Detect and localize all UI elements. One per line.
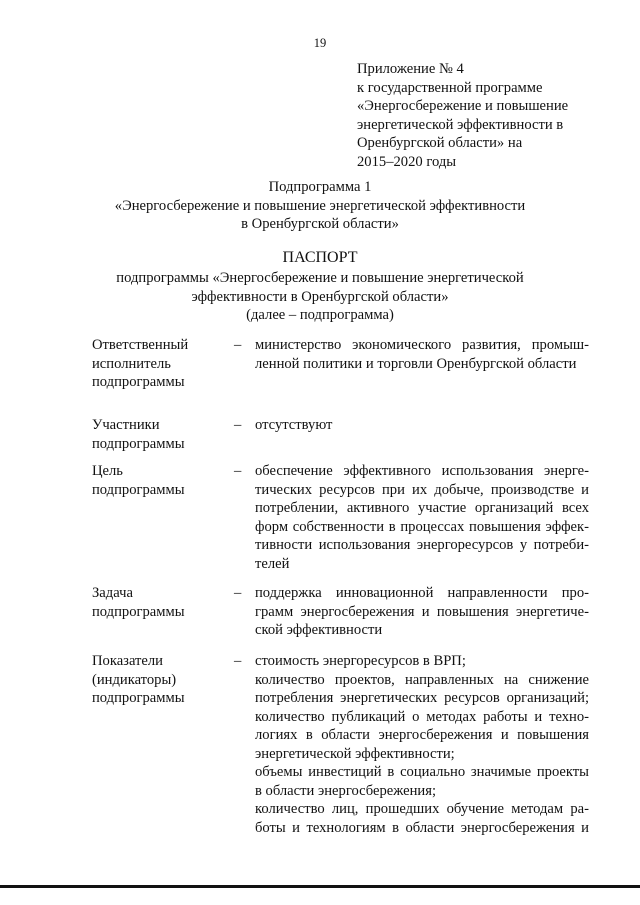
row-label-line: Ответственный: [92, 337, 189, 353]
row-label: [92, 584, 222, 621]
row-value-line: обеспечение эффективного использования энерге-: [255, 463, 589, 479]
row-value-line: количество публикаций о методах работы и техно-: [255, 708, 589, 725]
appendix-line: энергетической эффективности в: [357, 116, 564, 133]
passport-subtitle-line: (далее – подпрограмма): [246, 307, 394, 323]
row-value-line: потреблении, активного участие организаций всех: [255, 500, 589, 516]
row-value-line: логиях в области энергосбережения и повышения: [255, 727, 589, 743]
row-value-line: грамм энергосбережения и повышения энергетиче-: [255, 603, 589, 620]
row-dash: –: [234, 463, 242, 479]
appendix-note: [357, 60, 597, 171]
row-value-line: отсутствуют: [255, 417, 333, 433]
row-value: [255, 416, 589, 435]
row-value-line: тических ресурсов при их добыче, производстве и: [255, 481, 589, 498]
row-value: [255, 584, 589, 640]
row-label-line: Показатели: [92, 653, 163, 669]
passport-heading-block: [0, 247, 640, 325]
row-value-line: боты и технологиям в области энергосбережения и: [255, 819, 589, 836]
row-value-line: стоимость энергоресурсов в ВРП;: [255, 653, 466, 669]
row-label-line: подпрограммы: [92, 690, 185, 706]
row-label-line: исполнитель: [92, 355, 171, 372]
row-label: [92, 652, 222, 708]
appendix-line: «Энергосбережение и повышение: [357, 98, 569, 114]
row-label: [92, 336, 222, 392]
row-dash: –: [234, 337, 242, 353]
appendix-line: 2015–2020 годы: [357, 153, 457, 170]
row-value-line: в области энергосбережения;: [255, 782, 436, 799]
row-label-line: подпрограммы: [92, 481, 185, 498]
row-value-line: количество лиц, прошедших обучение методам ра-: [255, 801, 589, 817]
row-value-line: ской эффективности: [255, 622, 383, 638]
subprogram-title-line: «Энергосбережение и повышение энергетической эффективности: [114, 197, 526, 214]
row-label-line: подпрограммы: [92, 374, 185, 390]
row-value-line: объемы инвестиций в социально значимые проекты: [255, 764, 589, 780]
appendix-line: Приложение № 4: [357, 61, 464, 77]
row-label-line: подпрограммы: [92, 435, 185, 452]
passport-subtitle-line: эффективности в Оренбургской области»: [191, 288, 449, 305]
row-value: [255, 462, 589, 573]
row-label-line: Цель: [92, 463, 123, 479]
appendix-line: к государственной программе: [357, 79, 543, 96]
row-value-line: телей: [255, 555, 290, 572]
page-number: 19: [313, 36, 327, 50]
subprogram-title-line: в Оренбургской области»: [241, 216, 399, 232]
subprogram-title: [0, 178, 640, 234]
row-value-line: потребления энергетических ресурсов организаций;: [255, 690, 589, 706]
row-dash: –: [234, 585, 242, 601]
row-label: [92, 462, 222, 499]
row-label-line: Участники: [92, 417, 160, 433]
row-value: [255, 652, 589, 837]
row-label-line: подпрограммы: [92, 603, 185, 620]
row-dash: –: [234, 417, 242, 433]
appendix-line: Оренбургской области» на: [357, 135, 523, 151]
row-value-line: ленной политики и торговли Оренбургской области: [255, 355, 577, 372]
row-value: [255, 336, 589, 373]
row-label-line: Задача: [92, 585, 133, 601]
row-value-line: тивности использования энергоресурсов у потреби-: [255, 537, 589, 553]
row-dash: –: [234, 653, 242, 669]
row-value-line: поддержка инновационной направленности про-: [255, 585, 589, 601]
row-value-line: министерство экономического развития, промыш-: [255, 337, 589, 353]
row-value-line: энергетической эффективности;: [255, 745, 455, 762]
passport-heading: ПАСПОРТ: [282, 249, 358, 266]
row-value-line: количество проектов, направленных на снижение: [255, 671, 589, 688]
row-label-line: (индикаторы): [92, 671, 177, 688]
row-label: [92, 416, 222, 453]
bottom-border-line: [0, 885, 640, 888]
passport-subtitle-line: подпрограммы «Энергосбережение и повышение энергетической: [116, 270, 524, 286]
subprogram-title-line: Подпрограмма 1: [268, 179, 372, 195]
row-value-line: форм собственности в процессах повышения эффек-: [255, 518, 589, 535]
